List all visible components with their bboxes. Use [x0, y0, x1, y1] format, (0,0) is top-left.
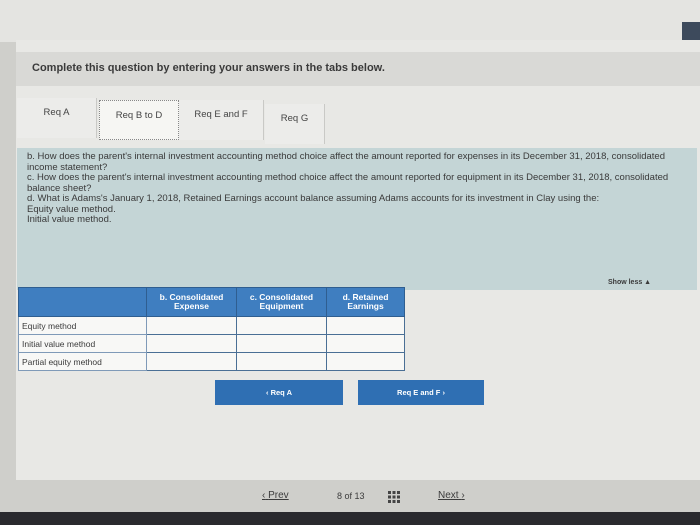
bottom-bar [0, 512, 700, 525]
chevron-left-icon: ‹ [262, 490, 266, 501]
question-option-1: Equity value method. [27, 203, 116, 215]
chevron-left-icon: ‹ [266, 388, 269, 397]
table-row [19, 317, 405, 335]
page-count: 8 of 13 [337, 491, 365, 501]
question-d: d. What is Adams's January 1, 2018, Retained Earnings account balance assuming Adams accounts for its investment in Clay using the: [27, 193, 600, 204]
prev-question-label: Prev [268, 490, 289, 501]
question-b: b. How does the parent's internal investment accounting method choice affect the amount reported for expenses in its December 31, 2018, consolidated income statement? [27, 151, 665, 173]
tab-bar [17, 100, 697, 140]
row-label-equity-method: Equity method [19, 317, 147, 335]
question-text [17, 148, 697, 290]
next-req-button[interactable] [358, 380, 484, 405]
header-consolidated-equipment: c. Consolidated Equipment [237, 288, 327, 317]
instruction-text: Complete this question by entering your answers in the tabs below. [16, 52, 700, 86]
equipment-input[interactable] [237, 335, 327, 353]
table-header-blank [19, 288, 147, 317]
chevron-right-icon: › [442, 388, 445, 397]
show-less-link[interactable]: Show less ▲ [608, 279, 652, 286]
question-c: c. How does the parent's internal investment accounting method choice affect the amount reported for equipment in its December 31, 2018, consolidated balance sheet? [27, 172, 669, 194]
row-label-initial-value-method: Initial value method [19, 335, 147, 353]
retained-earnings-input[interactable] [327, 353, 405, 371]
equipment-input[interactable] [237, 317, 327, 335]
answer-table [18, 287, 405, 371]
retained-earnings-input[interactable] [327, 335, 405, 353]
grid-icon[interactable] [388, 491, 400, 503]
question-option-2: Initial value method. [27, 214, 112, 225]
prev-question-button[interactable] [262, 490, 289, 501]
tab-req-g[interactable]: Req G [265, 104, 325, 144]
table-row [19, 353, 405, 371]
row-label-partial-equity-method: Partial equity method [19, 353, 147, 371]
prev-req-label: Req A [270, 388, 292, 397]
tab-req-b-to-d[interactable]: Req B to D [99, 100, 179, 140]
next-question-label: Next [438, 490, 459, 501]
tab-req-e-and-f[interactable]: Req E and F [179, 100, 264, 140]
expense-input[interactable] [147, 317, 237, 335]
header-consolidated-expense: b. Consolidated Expense [147, 288, 237, 317]
expense-input[interactable] [147, 335, 237, 353]
tab-req-a[interactable]: Req A [17, 98, 97, 138]
expense-input[interactable] [147, 353, 237, 371]
table-row [19, 335, 405, 353]
prev-req-button[interactable] [215, 380, 343, 405]
top-bar [0, 0, 700, 42]
chevron-right-icon: › [461, 490, 465, 501]
next-req-label: Req E and F [397, 388, 441, 397]
corner-icon[interactable] [682, 22, 700, 42]
next-question-button[interactable] [438, 490, 465, 501]
retained-earnings-input[interactable] [327, 317, 405, 335]
equipment-input[interactable] [237, 353, 327, 371]
header-retained-earnings: d. Retained Earnings [327, 288, 405, 317]
